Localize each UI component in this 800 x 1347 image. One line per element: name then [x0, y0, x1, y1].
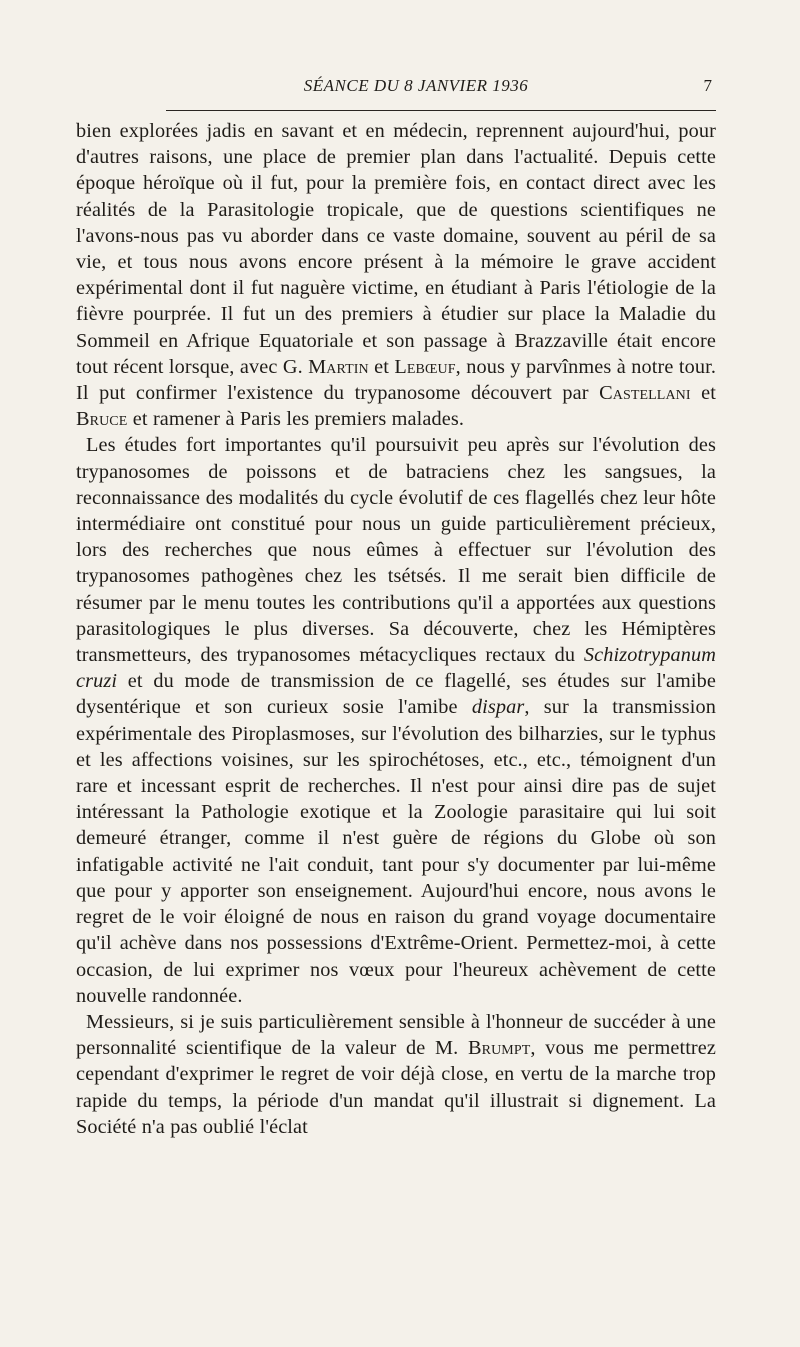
paragraph-2: Les études fort importantes qu'il poursuivit peu après sur l'évolution des trypanosomes de poissons et de batraciens chez les sangsues, la reconnaissance des modalités du cycle évolutif de ces flagellés chez leur hôte intermédiaire ont constitué pour nous un guide particulièrement précieux, lors des recherches que nous eûmes à effectuer sur l'évolution des trypanosomes pathogènes chez les tsétsés. Il me serait bien difficile de résumer par le menu toutes les contributions qu'il a apportées aux questions parasitologiques le plus diverses. Sa découverte, chez les Hémiptères transmetteurs, des trypanosomes métacycliques rectaux du Schizotrypanum cruzi et du mode de transmission de ce flagellé, ses études sur l'amibe dysentérique et son curieux sosie l'amibe dispar, sur la transmission expérimentale des Piroplasmoses, sur l'évolution des bilharzies, sur le typhus et les affections voisines, sur les spirochétoses, etc., etc., témoignent d'un rare et incessant esprit de recherches. Il n'est pour ainsi dire pas de sujet intéressant la Pathologie exotique et la Zoologie parasitaire qui lui soit demeuré étranger, comme il n'est guère de régions du Globe où son infatigable activité ne l'ait conduit, tant pour s'y documenter par lui-même que pour y apporter son enseignement. Aujourd'hui encore, nous avons le regret de le voir éloigné de nous en raison du grand voyage documentaire qu'il achève dans nos possessions d'Extrême-Orient. Permettez-moi, à cette occasion, de lui exprimer nos vœux pour l'heureux achèvement de cette nouvelle randonnée. [76, 434, 716, 1007]
species-name: Schizotrypanum cruzi [76, 644, 716, 693]
author-name-martin: Martin [308, 355, 369, 378]
running-header [76, 76, 716, 98]
species-name-dispar: dispar [471, 696, 525, 719]
header-title: SÉANCE DU 8 JANVIER 1936 [303, 76, 529, 95]
header-rule [166, 110, 716, 111]
author-name-leboeuf: Lebœuf [394, 355, 456, 378]
author-name-bruce: Bruce [76, 408, 128, 431]
page-number: 7 [703, 76, 712, 95]
author-name-brumpt: Brumpt [468, 1037, 531, 1060]
author-name-castellani: Castellani [599, 382, 691, 405]
body-text [76, 118, 716, 1140]
paragraph-3: Messieurs, si je suis particulièrement sensible à l'honneur de succéder à une personnalité scientifique de la valeur de M. Brumpt, vous me permettrez cependant d'exprimer le regret de voir déjà close, en vertu de la marche trop rapide du temps, la période d'un mandat qu'il illustrait si dignement. La Société n'a pas oublié l'éclat [76, 1010, 716, 1138]
paragraph-1: bien explorées jadis en savant et en médecin, reprennent aujourd'hui, pour d'autres raisons, une place de premier plan dans l'actualité. Depuis cette époque héroïque où il fut, pour la première fois, en contact direct avec les réalités de la Parasitologie tropicale, que de questions scientifiques ne l'avons-nous pas vu aborder dans ce vaste domaine, souvent au péril de sa vie, et tous nous avons encore présent à la mémoire le grave accident expérimental dont il fut naguère victime, en étudiant à Paris l'étiologie de la fièvre pourprée. Il fut un des premiers à étudier sur place la Maladie du Sommeil en Afrique Equatoriale et son passage à Brazzaville était encore tout récent lorsque, avec G. Martin et Lebœuf, nous y parvînmes à notre tour. Il put confirmer l'existence du trypanosome découvert par Castellani et Bruce et ramener à Paris les premiers malades. [76, 120, 716, 431]
